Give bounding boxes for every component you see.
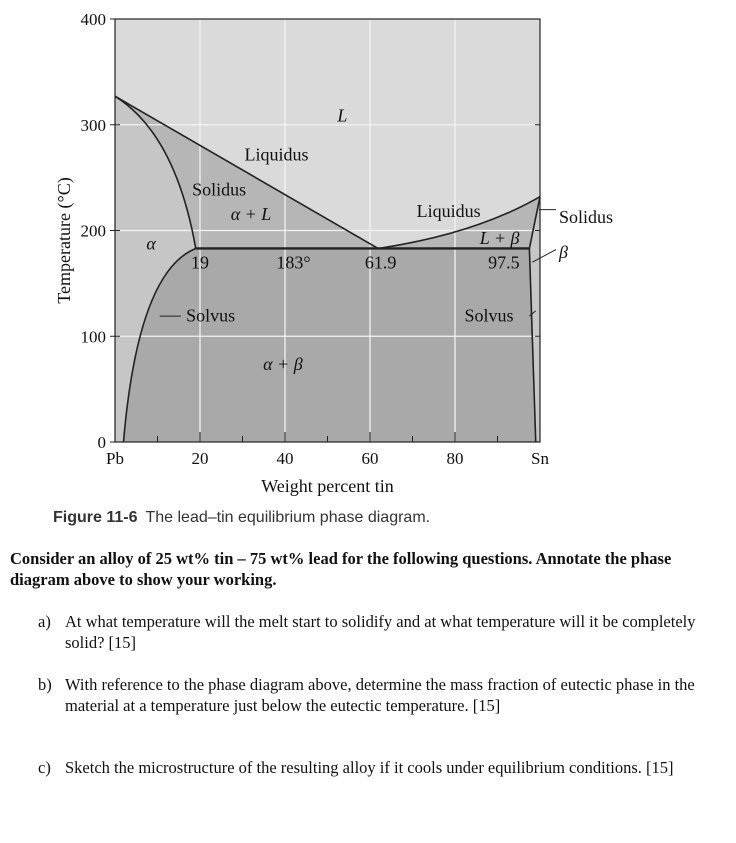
y-tick-label: 200	[80, 221, 106, 241]
question-part-b	[38, 674, 698, 716]
y-tick-label: 400	[80, 10, 106, 29]
figure-number: Figure 11-6	[53, 509, 138, 526]
x-end-label-sn: Sn	[531, 449, 549, 468]
question-part-label: b)	[38, 675, 52, 694]
label-liquidus-left: Liquidus	[244, 144, 309, 165]
label-solvus-right: Solvus	[464, 305, 514, 326]
question-part-text: Sketch the microstructure of the resulting alloy if it cools under equilibrium conditions. [15]	[65, 758, 674, 777]
x-axis-label: Weight percent tin	[261, 476, 394, 496]
question-intro: Consider an alloy of 25 wt% tin – 75 wt% lead for the following questions. Annotate the phase diagram above to show your working.	[10, 549, 672, 589]
label-liquidus-right: Liquidus	[416, 200, 481, 221]
region-label-alpha: α	[146, 233, 156, 254]
question-part-c	[38, 757, 698, 778]
x-end-label-pb: Pb	[106, 449, 124, 468]
composition-label-eutectic: 61.9	[364, 252, 397, 273]
label-solidus-left: Solidus	[192, 179, 247, 200]
y-tick-label: 100	[80, 327, 106, 347]
figure-caption	[53, 509, 430, 527]
x-tick-label: 60	[361, 449, 379, 468]
alpha-beta-region	[115, 248, 540, 442]
y-tick-label: 300	[80, 115, 106, 135]
region-label-beta: β	[559, 241, 568, 262]
question-part-text: At what temperature will the melt start to solidify and at what temperature will it be completely solid? [15]	[65, 612, 696, 652]
region-label-beta-liquid: L + β	[479, 228, 520, 249]
x-tick-label: 20	[191, 449, 209, 468]
composition-label-alpha: 19	[191, 252, 209, 273]
question-part-label: a)	[38, 612, 51, 631]
label-solvus-left: Solvus	[186, 305, 236, 326]
label-solidus-right: Solidus	[559, 207, 614, 228]
question-part-label: c)	[38, 758, 51, 777]
figure-caption-text: The lead–tin equilibrium phase diagram.	[145, 509, 431, 526]
region-label-alpha-liquid: α + L	[230, 203, 272, 224]
eutectic-temperature-label: 183°	[276, 252, 311, 273]
y-axis-label: Temperature (°C)	[54, 177, 74, 304]
region-label-liquid: L	[337, 105, 348, 126]
question-part-text: With reference to the phase diagram above, determine the mass fraction of eutectic phase in the material at a temperature just below the eutectic temperature. [15]	[65, 675, 695, 715]
y-tick-label: 0	[97, 433, 106, 452]
x-tick-label: 80	[446, 449, 464, 468]
region-label-alpha-beta: α + β	[263, 354, 303, 375]
x-tick-label: 40	[276, 449, 294, 468]
composition-label-beta: 97.5	[488, 252, 520, 273]
question-part-a	[38, 611, 698, 653]
